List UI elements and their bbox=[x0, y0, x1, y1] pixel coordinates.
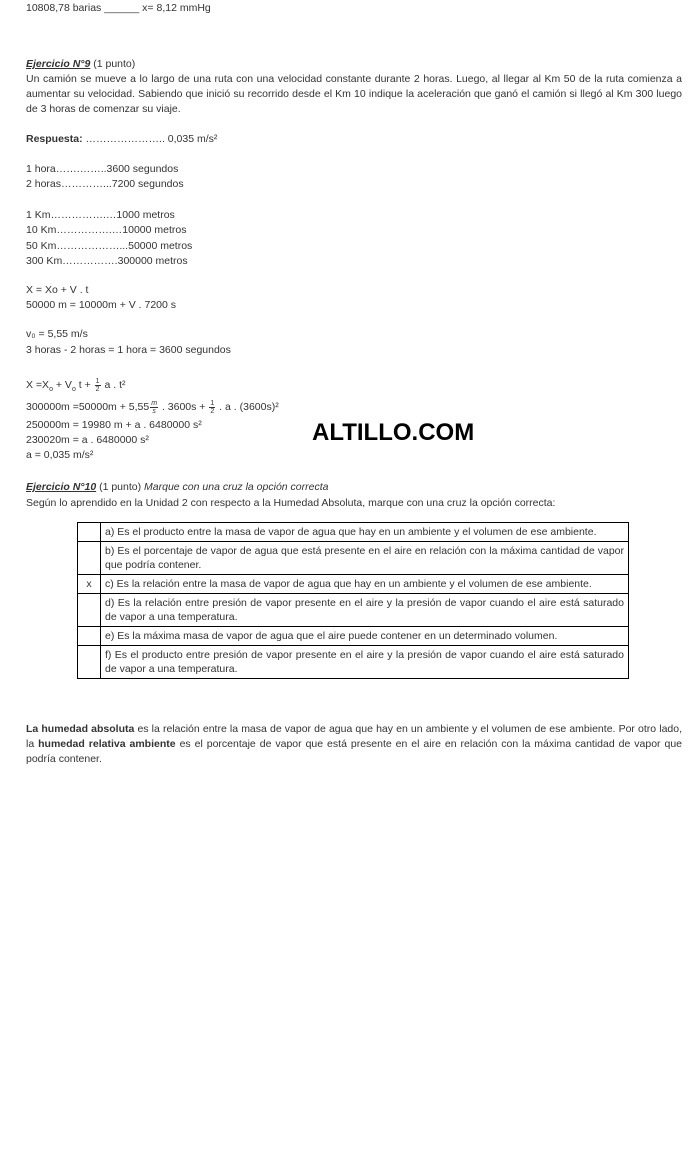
exercise-10-points: (1 punto) bbox=[96, 481, 145, 493]
substitution-part-2: . 3600s + bbox=[159, 401, 209, 413]
exercise-9-title: Ejercicio N°9 bbox=[26, 58, 91, 70]
formula-part-4: a . t² bbox=[101, 379, 126, 391]
option-b-checkbox[interactable] bbox=[78, 542, 101, 575]
step-2: 230020m = a . 6480000 s² bbox=[26, 434, 149, 446]
time-line-2: 2 horas…………...7200 segundos bbox=[26, 178, 184, 190]
exercise-9-heading bbox=[26, 57, 135, 71]
option-row-b bbox=[78, 542, 629, 575]
substitution-part-1: 300000m =50000m + 5,55 bbox=[26, 401, 150, 413]
substitution-formula bbox=[26, 398, 279, 416]
formula-half-fraction bbox=[95, 378, 101, 393]
exercise-10-heading bbox=[26, 480, 328, 494]
formula-subscript-2: o bbox=[71, 386, 76, 394]
top-result-line: 10808,78 barias ______ x= 8,12 mmHg bbox=[26, 2, 211, 14]
distance-line-4: 300 Km…………….300000 metros bbox=[26, 255, 188, 267]
term-relative-humidity: humedad relativa ambiente bbox=[38, 738, 176, 750]
explanation-text-1: es la relación entre la masa de vapor de agua que hay en un ambiente y el volumen de ese ambiente. Por otro lado, la bbox=[26, 723, 683, 750]
exercise-9-answer bbox=[26, 132, 217, 146]
exercise-10-instruction: Marque con una cruz la opción correcta bbox=[144, 481, 329, 493]
fraction-denominator: 2 bbox=[95, 385, 100, 393]
option-row-d bbox=[78, 594, 629, 627]
option-row-f bbox=[78, 646, 629, 679]
distance-line-3: 50 Km………………...50000 metros bbox=[26, 240, 193, 252]
formula-part-1: X =X bbox=[26, 379, 50, 391]
formula-part-3: t + bbox=[75, 379, 94, 391]
substitution-half-fraction bbox=[209, 400, 215, 415]
substitution-part-3: . a . (3600s)² bbox=[216, 401, 279, 413]
formula-part-2: + V bbox=[52, 379, 72, 391]
option-a-text: a) Es el producto entre la masa de vapor de agua que hay en un ambiente y el volumen de ese ambiente. bbox=[101, 523, 629, 542]
option-row-a bbox=[78, 523, 629, 542]
unit-fraction bbox=[150, 400, 158, 415]
explanation-text-2: es el porcentaje de vapor que está presente en el aire en relación con la máxima cantidad de vapor que podría contener. bbox=[26, 738, 683, 765]
half-denominator: 2 bbox=[210, 407, 215, 415]
option-c-text: c) Es la relación entre la masa de vapor de agua que hay en un ambiente y el volumen de ese ambiente. bbox=[101, 575, 629, 594]
equation-1: X = Xo + V . t bbox=[26, 284, 89, 296]
exercise-10-title: Ejercicio N°10 bbox=[26, 481, 97, 493]
time-line-1: 1 hora…….……..3600 segundos bbox=[26, 163, 179, 175]
term-absolute-humidity: La humedad absoluta bbox=[26, 723, 135, 735]
distance-line-1: 1 Km…………….…1000 metros bbox=[26, 209, 175, 221]
option-d-text: d) Es la relación entre presión de vapor presente en el aire y la presión de vapor cuando el aire está saturado de vapor a una temperatura. bbox=[101, 594, 629, 627]
option-c-checkbox[interactable]: x bbox=[78, 575, 101, 594]
watermark-logo: ALTILLO.COM bbox=[312, 419, 475, 446]
option-e-checkbox[interactable] bbox=[78, 627, 101, 646]
fraction-numerator: 1 bbox=[95, 377, 100, 385]
option-row-e bbox=[78, 627, 629, 646]
answer-value: ………………….. 0,035 m/s² bbox=[82, 133, 218, 145]
options-table bbox=[77, 522, 629, 679]
option-f-checkbox[interactable] bbox=[78, 646, 101, 679]
option-b-text: b) Es el porcentaje de vapor de agua que está presente en el aire en relación con la máxima cantidad de vapor que podría contener. bbox=[101, 542, 629, 575]
option-e-text: e) Es la máxima masa de vapor de agua que el aire puede contener en un determinado volumen. bbox=[101, 627, 629, 646]
equation-2: 50000 m = 10000m + V . 7200 s bbox=[26, 299, 177, 311]
exercise-9-points: (1 punto) bbox=[90, 58, 136, 70]
formula-subscript: o bbox=[49, 386, 53, 394]
answer-label: Respuesta: bbox=[26, 133, 83, 145]
v0-line: v₀ = 5,55 m/s bbox=[26, 328, 88, 340]
option-a-checkbox[interactable] bbox=[78, 523, 101, 542]
unit-numerator: m bbox=[151, 399, 158, 407]
motion-formula bbox=[26, 376, 126, 394]
option-d-checkbox[interactable] bbox=[78, 594, 101, 627]
distance-line-2: 10 Km…………….…10000 metros bbox=[26, 224, 187, 236]
explanation-paragraph bbox=[26, 722, 682, 767]
step-3: a = 0,035 m/s² bbox=[26, 449, 94, 461]
half-numerator: 1 bbox=[210, 399, 215, 407]
option-f-text: f) Es el producto entre presión de vapor presente en el aire y la presión de vapor cuando el aire está saturado de vapor a una temperatura. bbox=[101, 646, 629, 679]
exercise-10-statement: Según lo aprendido en la Unidad 2 con respecto a la Humedad Absoluta, marque con una cruz la opción correcta: bbox=[26, 497, 556, 509]
unit-denominator: s bbox=[152, 407, 156, 415]
hours-line: 3 horas - 2 horas = 1 hora = 3600 segundos bbox=[26, 344, 231, 356]
option-row-c bbox=[78, 575, 629, 594]
exercise-9-statement: Un camión se mueve a lo largo de una ruta con una velocidad constante durante 2 horas. Luego, al llegar al Km 50 de la ruta comienza a aumentar su velocidad. Sabiendo que inició su recorrido desde el Km 10 indique la aceleración que ganó el camión si llegó al Km 300 luego de 3 horas de comenzar su viaje. bbox=[26, 73, 682, 115]
step-1: 250000m = 19980 m + a . 6480000 s² bbox=[26, 419, 202, 431]
